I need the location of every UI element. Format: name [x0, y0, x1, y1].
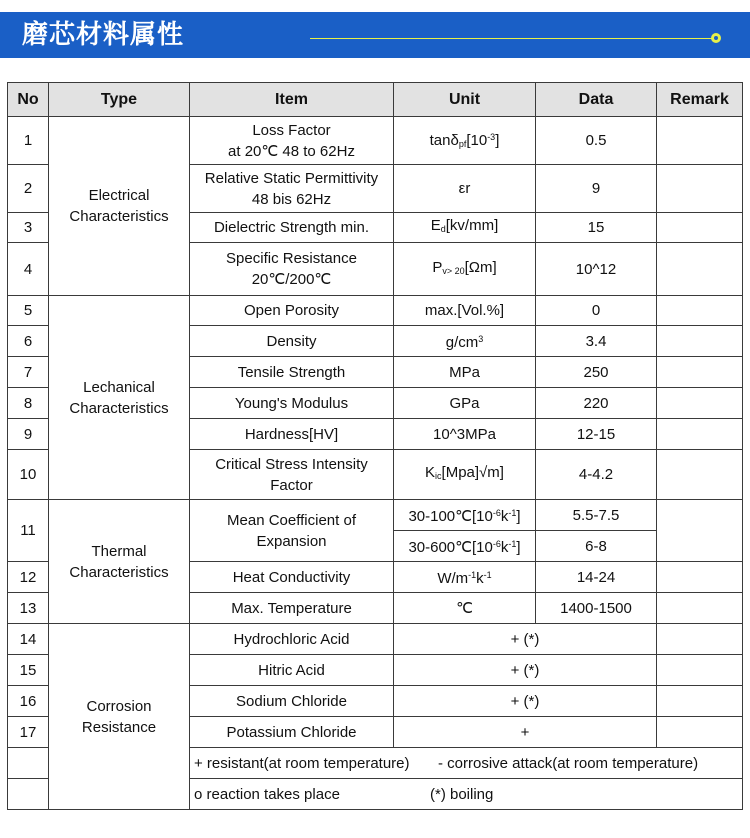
- remark-cell: [657, 213, 743, 243]
- item-cell: Hitric Acid: [190, 655, 394, 686]
- value-cell: + (*): [394, 655, 657, 686]
- row-no: 14: [8, 624, 49, 655]
- unit-text: k: [500, 508, 509, 525]
- remark-cell: [657, 326, 743, 357]
- unit-cell: [394, 562, 536, 593]
- value-cell: + (*): [394, 624, 657, 655]
- item-line: Relative Static Permittivity: [204, 169, 379, 187]
- row-no: 2: [8, 165, 49, 213]
- item-cell: Open Porosity: [190, 296, 394, 326]
- row-no: [8, 779, 49, 810]
- header-data: Data: [536, 83, 657, 117]
- unit-sub: v> 20: [442, 265, 465, 276]
- unit-cell: GPa: [394, 388, 536, 419]
- legend-corrosive: - corrosive attack(at room temperature): [438, 754, 699, 772]
- unit-text: [10: [466, 131, 488, 149]
- remark-cell: [657, 655, 743, 686]
- item-cell: Hardness[HV]: [190, 419, 394, 450]
- item-line: 20℃/200℃: [251, 271, 332, 288]
- item-cell: [190, 165, 394, 213]
- item-line: Critical Stress Intensity: [215, 455, 368, 473]
- title-banner: [0, 12, 750, 58]
- value-cell: +: [394, 717, 657, 748]
- remark-cell: [657, 593, 743, 624]
- unit-text: E: [430, 217, 441, 234]
- unit-cell: [394, 117, 536, 165]
- row-no: 16: [8, 686, 49, 717]
- item-line: 48 bis 62Hz: [251, 190, 332, 208]
- value-cell: + (*): [394, 686, 657, 717]
- unit-sup: -1: [468, 570, 477, 580]
- remark-cell: [657, 419, 743, 450]
- unit-text: ]: [516, 539, 521, 556]
- item-cell: [190, 500, 394, 562]
- unit-cell: [394, 450, 536, 500]
- data-cell: 6-8: [536, 531, 657, 562]
- data-cell: 14-24: [536, 562, 657, 593]
- unit-cell: max.[Vol.%]: [394, 296, 536, 326]
- data-cell: 9: [536, 165, 657, 213]
- row-no: 4: [8, 243, 49, 296]
- unit-text: K: [425, 464, 436, 481]
- table-row: [8, 500, 743, 531]
- table-row: [8, 296, 743, 326]
- legend-resistant: + resistant(at room temperature): [194, 754, 410, 772]
- item-cell: Dielectric Strength min.: [190, 213, 394, 243]
- remark-cell: [657, 165, 743, 213]
- row-no: 9: [8, 419, 49, 450]
- item-line: Mean Coefficient of: [227, 511, 356, 529]
- remark-cell: [657, 296, 743, 326]
- unit-sup: -1: [508, 508, 517, 518]
- item-cell: Max. Temperature: [190, 593, 394, 624]
- unit-sub: ic: [435, 471, 442, 481]
- data-cell: 0.5: [536, 117, 657, 165]
- remark-cell: [657, 243, 743, 296]
- item-cell: Tensile Strength: [190, 357, 394, 388]
- unit-text: [Ωm]: [464, 258, 497, 276]
- data-cell: 15: [536, 213, 657, 243]
- table-row: [8, 117, 743, 165]
- row-no: 3: [8, 213, 49, 243]
- item-line: at 20℃ 48 to 62Hz: [228, 142, 355, 160]
- item-cell: Potassium Chloride: [190, 717, 394, 748]
- data-cell: 12-15: [536, 419, 657, 450]
- unit-text: [kv/mm]: [445, 217, 499, 234]
- header-remark: Remark: [657, 83, 743, 117]
- remark-cell: [657, 624, 743, 655]
- remark-cell: [657, 717, 743, 748]
- item-cell: Sodium Chloride: [190, 686, 394, 717]
- row-no: 15: [8, 655, 49, 686]
- row-no: 6: [8, 326, 49, 357]
- unit-text: k: [476, 570, 484, 587]
- unit-cell: [394, 500, 536, 531]
- item-line: Loss Factor: [252, 121, 331, 139]
- unit-sub: pf: [458, 138, 467, 149]
- legend-cell: [190, 779, 743, 810]
- unit-sub: d: [440, 224, 446, 234]
- unit-sup: -6: [492, 508, 501, 518]
- table-row: [8, 624, 743, 655]
- header-row: [8, 83, 743, 117]
- unit-sup: -6: [492, 539, 501, 549]
- item-line: Specific Resistance: [226, 250, 357, 267]
- row-no: 8: [8, 388, 49, 419]
- unit-cell: MPa: [394, 357, 536, 388]
- type-thermal: Thermal Characteristics: [49, 500, 190, 624]
- unit-text: ]: [495, 131, 500, 149]
- material-properties-table: [7, 82, 743, 810]
- remark-cell: [657, 562, 743, 593]
- unit-text: k: [500, 539, 509, 556]
- remark-cell: [657, 686, 743, 717]
- row-no: 7: [8, 357, 49, 388]
- row-no: 11: [8, 500, 49, 562]
- item-cell: Young's Modulus: [190, 388, 394, 419]
- legend-boiling: (*) boiling: [430, 785, 494, 803]
- legend-cell: [190, 748, 743, 779]
- unit-text: 30-600℃[10: [408, 539, 493, 556]
- unit-cell: 10^3MPa: [394, 419, 536, 450]
- row-no: 17: [8, 717, 49, 748]
- unit-cell: ℃: [394, 593, 536, 624]
- unit-text: tanδ: [429, 131, 459, 149]
- header-no: No: [8, 83, 49, 117]
- item-line: Factor: [270, 476, 313, 494]
- data-cell: 250: [536, 357, 657, 388]
- unit-text: 30-100℃[10: [408, 508, 493, 525]
- type-mechanical: Lechanical Characteristics: [49, 296, 190, 500]
- unit-text: ]: [516, 508, 521, 525]
- header-type: Type: [49, 83, 190, 117]
- unit-sup: 3: [478, 334, 484, 344]
- data-cell: 220: [536, 388, 657, 419]
- header-item: Item: [190, 83, 394, 117]
- item-cell: [190, 117, 394, 165]
- unit-cell: [394, 531, 536, 562]
- unit-sup: -1: [508, 539, 517, 549]
- row-no: [8, 748, 49, 779]
- remark-cell: [657, 500, 743, 562]
- type-corrosion: Corrosion Resistance: [49, 624, 190, 810]
- data-cell: 1400-1500: [536, 593, 657, 624]
- row-no: 13: [8, 593, 49, 624]
- item-cell: Hydrochloric Acid: [190, 624, 394, 655]
- unit-sup: -1: [483, 570, 492, 580]
- unit-text: [Mpa]√m]: [441, 464, 504, 481]
- data-cell: 0: [536, 296, 657, 326]
- unit-cell: [394, 243, 536, 296]
- header-unit: Unit: [394, 83, 536, 117]
- remark-cell: [657, 117, 743, 165]
- row-no: 5: [8, 296, 49, 326]
- page-title: 磨芯材料属性: [22, 20, 185, 50]
- unit-text: g/cm: [445, 334, 479, 351]
- item-cell: [190, 450, 394, 500]
- row-no: 10: [8, 450, 49, 500]
- banner-divider-line: [310, 38, 714, 39]
- remark-cell: [657, 450, 743, 500]
- data-cell: 3.4: [536, 326, 657, 357]
- unit-text: P: [432, 258, 443, 276]
- data-cell: 4-4.2: [536, 450, 657, 500]
- unit-sup: -3: [487, 131, 496, 142]
- item-cell: Density: [190, 326, 394, 357]
- row-no: 1: [8, 117, 49, 165]
- unit-text: W/m: [437, 570, 469, 587]
- unit-cell: [394, 213, 536, 243]
- unit-cell: [394, 326, 536, 357]
- legend-reaction: o reaction takes place: [194, 785, 340, 803]
- row-no: 12: [8, 562, 49, 593]
- remark-cell: [657, 357, 743, 388]
- item-cell: [190, 243, 394, 296]
- remark-cell: [657, 388, 743, 419]
- item-line: Expansion: [256, 532, 327, 550]
- data-cell: 5.5-7.5: [536, 500, 657, 531]
- unit-cell: εr: [394, 165, 536, 213]
- item-cell: Heat Conductivity: [190, 562, 394, 593]
- type-electrical: Electrical Characteristics: [49, 117, 190, 296]
- data-cell: 10^12: [536, 243, 657, 296]
- banner-dot-icon: [711, 33, 721, 43]
